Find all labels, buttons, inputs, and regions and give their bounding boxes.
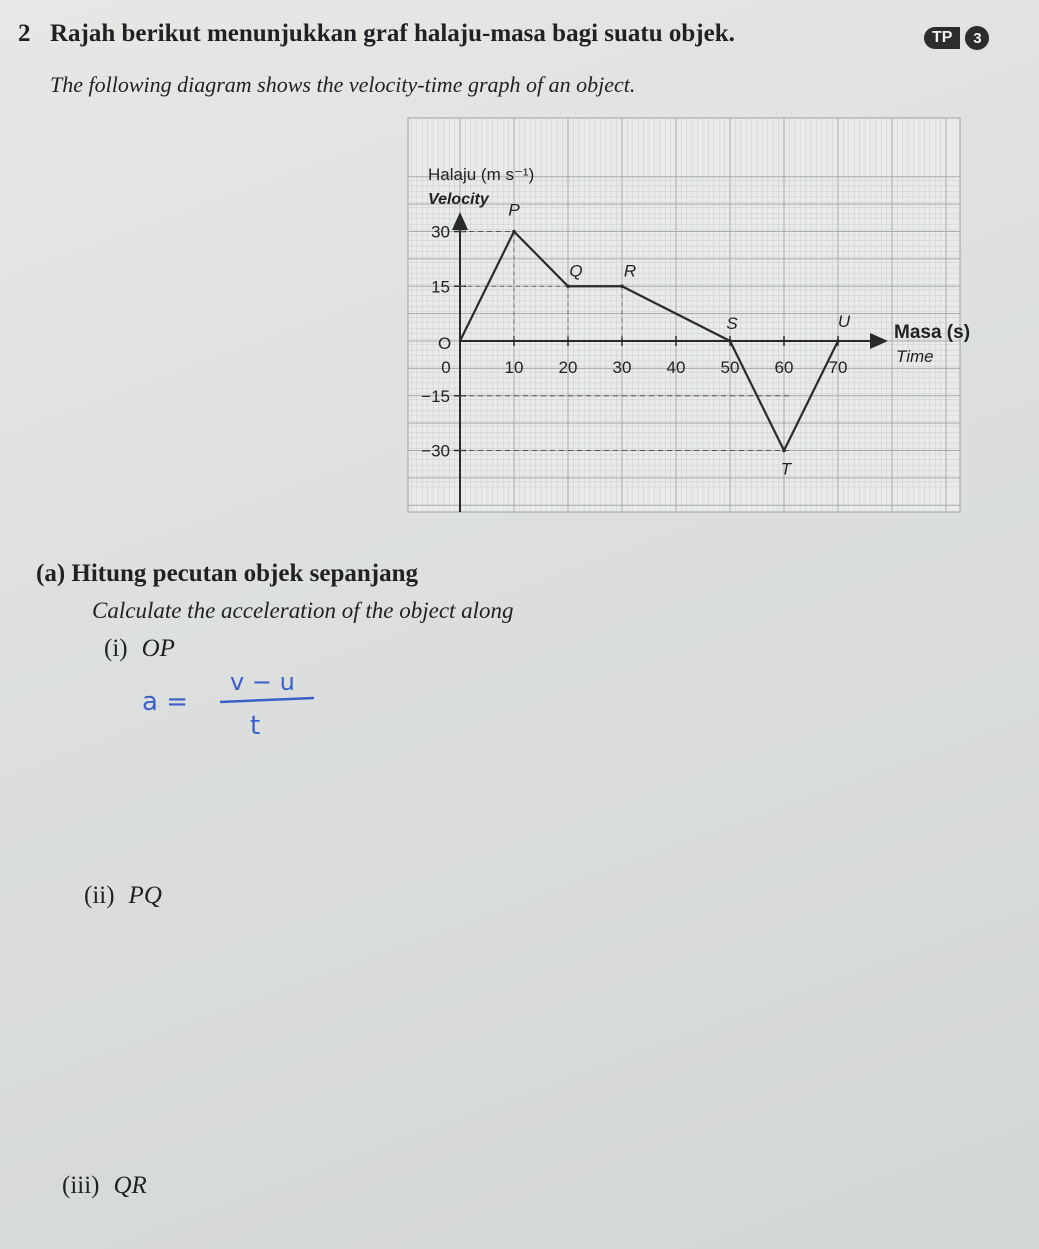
point-q	[566, 284, 570, 288]
handwritten-numerator: v − u	[230, 668, 295, 696]
y-tick-label: 15	[431, 277, 450, 297]
x-tick-label: 70	[828, 358, 848, 377]
y-tick-label: 30	[431, 222, 450, 242]
point-u	[836, 339, 840, 343]
point-label-q: Q	[569, 261, 583, 281]
point-label-r: R	[623, 261, 637, 281]
handwritten-answer	[138, 658, 338, 748]
x-tick-label: 0	[441, 358, 451, 377]
point-label-p: P	[508, 200, 520, 220]
tp-label: TP	[924, 27, 960, 49]
point-label-t: T	[780, 459, 792, 479]
question-text-malay: Rajah berikut menunjukkan graf halaju-masa bagi suatu objek.	[50, 20, 735, 47]
subpart-i-segment: OP	[141, 635, 175, 662]
question-text-english: The following diagram shows the velocity-time graph of an object.	[50, 72, 636, 97]
x-tick-label: 20	[558, 358, 578, 377]
subpart-iii-segment: QR	[113, 1172, 147, 1199]
handwritten-denominator: t	[250, 711, 261, 741]
handwritten-lhs: a =	[142, 687, 188, 717]
point-r	[620, 284, 624, 288]
point-label-s: S	[726, 314, 738, 333]
point-label-u: U	[837, 312, 851, 331]
origin-label: O	[438, 334, 452, 353]
subpart-ii-segment: PQ	[128, 882, 162, 909]
x-tick-label: 40	[666, 358, 686, 377]
y-axis-title-english: Velocity	[428, 191, 489, 208]
y-tick-label: −15	[421, 386, 450, 406]
x-tick-label: 30	[612, 358, 632, 377]
x-tick-label: 60	[774, 358, 794, 377]
velocity-time-graph	[0, 0, 1039, 540]
part-a-label-malay: (a) Hitung pecutan objek sepanjang	[36, 560, 418, 587]
y-tick-label: −30	[421, 441, 450, 461]
tp-level: 3	[963, 24, 991, 52]
question-number: 2	[18, 20, 31, 47]
x-axis-title-malay: Masa (s)	[894, 322, 971, 343]
subpart-i-label: (i)	[104, 635, 128, 662]
point-p	[512, 230, 516, 234]
part-a-label-english: Calculate the acceleration of the object along	[92, 598, 514, 623]
handwritten-fraction-bar	[220, 698, 314, 702]
subpart-ii	[84, 882, 162, 910]
x-tick-label: 50	[720, 358, 740, 377]
subpart-iii	[62, 1172, 147, 1200]
y-axis-title-malay: Halaju (m s⁻¹)	[428, 165, 535, 184]
subpart-ii-label: (ii)	[84, 882, 115, 909]
point-t	[782, 449, 786, 453]
point-s	[728, 339, 732, 343]
x-tick-label: 10	[504, 358, 524, 377]
subpart-iii-label: (iii)	[62, 1172, 100, 1199]
x-axis-title-english: Time	[896, 347, 934, 366]
